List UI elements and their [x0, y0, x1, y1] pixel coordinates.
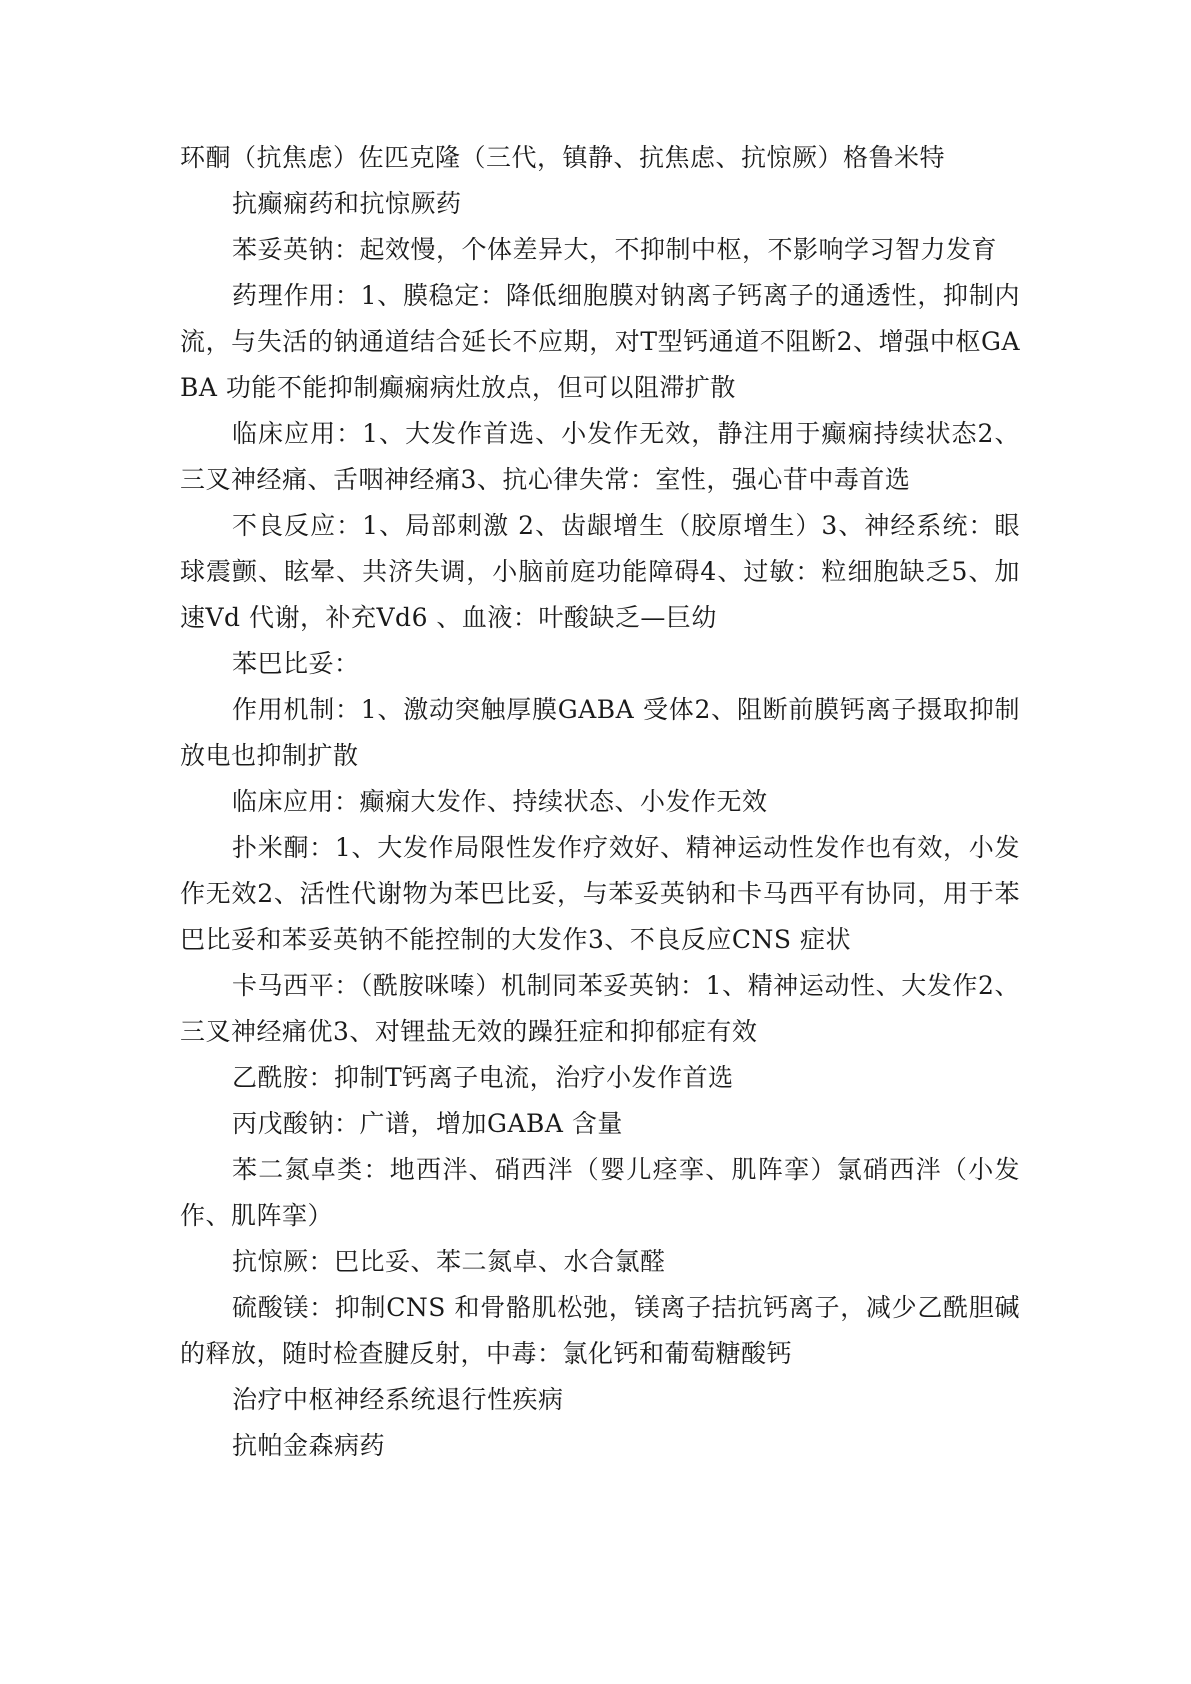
- paragraph: 卡马西平：（酰胺咪嗪）机制同苯妥英钠：1、精神运动性、大发作2、三叉神经痛优3、对锂盐无效的躁狂症和抑郁症有效: [180, 971, 1020, 1046]
- paragraph: 临床应用：癫痫大发作、持续状态、小发作无效: [232, 787, 768, 816]
- section-heading: 抗帕金森病药: [232, 1431, 386, 1460]
- paragraph: 临床应用：1、大发作首选、小发作无效，静注用于癫痫持续状态2、三叉神经痛、舌咽神经痛3、抗心律失常：室性，强心苷中毒首选: [180, 419, 1020, 494]
- document-body: [180, 135, 1020, 1469]
- paragraph: 药理作用：1、膜稳定：降低细胞膜对钠离子钙离子的通透性，抑制内流，与失活的钠通道结合延长不应期，对T型钙通道不阻断2、增强中枢GABA 功能不能抑制癫痫病灶放点，但可以阻滞扩散: [180, 281, 1020, 402]
- paragraph: 抗惊厥：巴比妥、苯二氮卓、水合氯醛: [232, 1247, 666, 1276]
- paragraph: 丙戊酸钠：广谱，增加GABA 含量: [232, 1109, 623, 1138]
- paragraph: 作用机制：1、激动突触厚膜GABA 受体2、阻断前膜钙离子摄取抑制放电也抑制扩散: [180, 695, 1020, 770]
- paragraph: 不良反应：1、局部刺激 2、齿龈增生（胶原增生）3、神经系统：眼球震颤、眩晕、共济失调，小脑前庭功能障碍4、过敏：粒细胞缺乏5、加速Vd 代谢，补充Vd6 、血液：叶酸缺乏—巨幼: [180, 511, 1020, 632]
- paragraph: 硫酸镁：抑制CNS 和骨骼肌松弛，镁离子拮抗钙离子，减少乙酰胆碱的释放，随时检查腱反射，中毒：氯化钙和葡萄糖酸钙: [180, 1293, 1020, 1368]
- paragraph: 乙酰胺：抑制T钙离子电流，治疗小发作首选: [232, 1063, 734, 1092]
- section-heading: 抗癫痫药和抗惊厥药: [232, 189, 462, 218]
- paragraph: 苯巴比妥：: [232, 649, 360, 678]
- section-heading: 治疗中枢神经系统退行性疾病: [232, 1385, 564, 1414]
- paragraph: 环酮（抗焦虑）佐匹克隆（三代，镇静、抗焦虑、抗惊厥）格鲁米特: [180, 143, 946, 172]
- paragraph: 扑米酮：1、大发作局限性发作疗效好、精神运动性发作也有效，小发作无效2、活性代谢物为苯巴比妥，与苯妥英钠和卡马西平有协同，用于苯巴比妥和苯妥英钠不能控制的大发作3、不良反应CNS 症状: [180, 833, 1020, 954]
- paragraph: 苯妥英钠：起效慢，个体差异大，不抑制中枢，不影响学习智力发育: [232, 235, 998, 264]
- paragraph: 苯二氮卓类：地西泮、硝西泮（婴儿痉挛、肌阵挛）氯硝西泮（小发作、肌阵挛）: [180, 1155, 1020, 1230]
